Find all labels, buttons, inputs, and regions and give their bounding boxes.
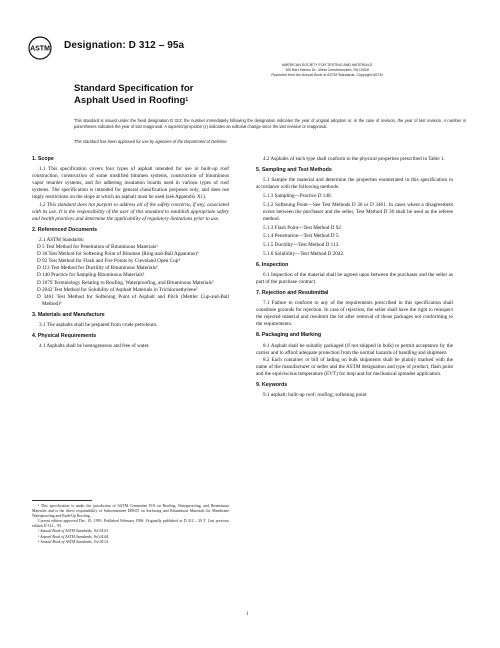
footnote: ⁴ Annual Book of ASTM Standards, Vol 05.01. <box>38 539 110 544</box>
section-heading: 8. Packaging and Marking <box>256 332 322 339</box>
subsection-label: 2.1 ASTM Standards: <box>39 236 85 243</box>
footnote: ¹ This specification is under the jurisdiction of ASTM Committee D-8 on Roofing, Waterproofing, and Bituminous Materials and is the direct responsibility of Subcommittee D08.05 on Surfacing and Bituminous Materials for Membrane Waterproofing and Built-Up Roofing. <box>32 504 229 519</box>
paragraph: 8.2 Each container or bill of lading on bulk shipments shall be plainly marked with the name of the manufacturer or seller and the ASTM designation and type of product, flash point and the equiviscous temperature (EVT) for mop and for mechanical spreader application. <box>256 356 453 377</box>
publisher-line: AMERICAN SOCIETY FOR TESTING AND MATERIALS <box>281 63 373 67</box>
subsection-item: 5.1.1 Sampling—Practice D 140. <box>263 192 332 199</box>
section-heading: 6. Inspection <box>256 261 289 268</box>
paragraph: 7.1 Failure to conform to any of the requirements prescribed in this specification shall constitute grounds for rejection. In case of rejection, the seller shall have the right to reinspect the rejected material and resubmit the lot after removal of those packages not conforming to the requirements. <box>256 300 453 328</box>
footnotes <box>32 500 229 545</box>
reference-item: D 1079 Terminology Relating to Roofing, Waterproofing, and Bituminous Materials³ <box>37 279 214 286</box>
paragraph: 3.1 The asphalts shall be prepared from crude petroleum. <box>39 321 158 328</box>
publisher-line: 100 Barr Harbor Dr., West Conshohocken, PA 19428 <box>285 68 369 72</box>
title-footnote-ref: 1 <box>185 97 189 103</box>
paragraph: 5.1 Sample the material and determine the properties enumerated in this specification in accordance with the following methods: <box>256 177 453 191</box>
paragraph: 4.2 Asphalts of each type shall conform to the physical properties prescribed in Table 1. <box>263 156 445 162</box>
subsection-item: 5.1.4 Penetration—Test Method D 5. <box>263 233 340 240</box>
paragraph: 8.1 Asphalt shall be suitably packaged (if not shipped in bulk) to permit acceptance by the carrier and to afford adequate protection from the normal hazards of handling and shipment. <box>256 342 453 356</box>
paragraph: 4.1 Asphalts shall be homogeneous and free of water. <box>39 343 150 350</box>
section-heading: 4. Physical Requirements <box>32 333 97 340</box>
paragraph: 6.1 Inspection of the material shall be agreed upon between the purchaser and the seller as part of the purchase contract. <box>256 271 453 285</box>
paragraph: 1.2 This standard does not purport to address all of the safety concerns, if any, associated with its use. It is the responsibility of the user of this standard to establish appropriate safety and health practices and determine the applicability of regulatory limitations prior to use. <box>32 201 229 222</box>
subsection-item: 5.1.6 Solubility—Test Method D 2042. <box>263 250 345 257</box>
section-heading: 1. Scope <box>32 156 54 162</box>
reference-item: D 5 Test Method for Penetration of Bituminous Materials² <box>37 244 158 251</box>
section-heading: 3. Materials and Manufacture <box>32 311 105 318</box>
subsection-item: 5.1.3 Flash Point—Test Method D 92. <box>263 224 343 231</box>
publisher-line: Reprinted from the Annual Book of ASTM Standards. Copyright ASTM <box>271 73 383 77</box>
approved-statement: This standard has been approved for use by agencies of the Department of Defense. <box>74 139 228 144</box>
reference-item: D 36 Test Method for Softening Point of Bitumen (Ring-and-Ball Apparatus)³ <box>37 251 199 258</box>
title-line-2 <box>74 95 193 107</box>
reference-item: D 92 Test Method for Flash and Fire Points by Cleveland Open Cup⁴ <box>37 258 181 265</box>
svg-text:ASTM: ASTM <box>30 45 50 53</box>
footnote: ³ Annual Book of ASTM Standards, Vol 04.04. <box>38 534 110 539</box>
section-heading: 7. Rejection and Resubmittal <box>256 289 329 296</box>
section-heading: 2. Referenced Documents <box>32 226 98 233</box>
footnote: Current edition approved Dec. 10, 1995. Published February 1996. Originally published as D 312 – 29 T. Last previous edition D 312 – 95. <box>32 519 229 529</box>
reference-item: D 113 Test Method for Ductility of Bituminous Materials² <box>37 265 158 272</box>
reference-item: D 140 Practice for Sampling Bituminous Materials² <box>37 272 145 279</box>
paragraph: 1.1 This specification covers four types of asphalt intended for use in built-up roof construction, construction of some modified bitumen systems, construction of bituminous vapor retarder systems, and for adhering insulation boards used in various types of roof systems. The specification is intended for general classification purposes only, and does not imply restrictions on the slope at which an asphalt must be used (see Appendix X1). <box>32 166 229 201</box>
paragraph: 9.1 asphalt; built-up roof; roofing; softening point <box>263 392 367 399</box>
section-heading: 5. Sampling and Test Methods <box>256 167 332 174</box>
title-line-1: Standard Specification for <box>74 83 194 94</box>
publisher-info <box>212 63 442 78</box>
reference-item: D 2042 Test Method for Solubility of Asphalt Materials in Trichloroethylene² <box>37 286 198 293</box>
footnote-rule <box>32 500 92 501</box>
subsection-item: 5.1.5 Ductility—Test Method D 113. <box>263 241 340 248</box>
astm-logo-icon <box>28 36 52 60</box>
left-column <box>32 156 229 350</box>
section-heading: 9. Keywords <box>256 382 288 388</box>
designation: Designation: D 312 – 95a <box>64 40 185 51</box>
right-column <box>256 156 453 399</box>
document-title <box>74 83 193 107</box>
title-main: Asphalt Used in Roofing <box>74 95 186 106</box>
subsection-item: 5.1.2 Softening Point—See Test Methods D 36 or D 3461. In cases where a disagreement exists between the purchaser and the seller, Test Method D 36 shall be used as the referee method. <box>263 201 453 222</box>
page-number: 1 <box>246 612 249 617</box>
footnote: ² Annual Book of ASTM Standards, Vol 04.03. <box>38 529 110 534</box>
reference-item: D 3461 Test Method for Softening Point of Asphalt and Pitch (Mettler Cup-and-Ball Method)³ <box>37 293 229 307</box>
issued-statement: This standard is issued under the fixed designation D 312; the number immediately following the designation indicates the year of original adoption or, in the case of revision, the year of last revision. A number in parentheses indicates the year of last reapproval. A superscript epsilon (ε) indicates an editorial change since the last revision or reapproval. <box>74 118 466 130</box>
